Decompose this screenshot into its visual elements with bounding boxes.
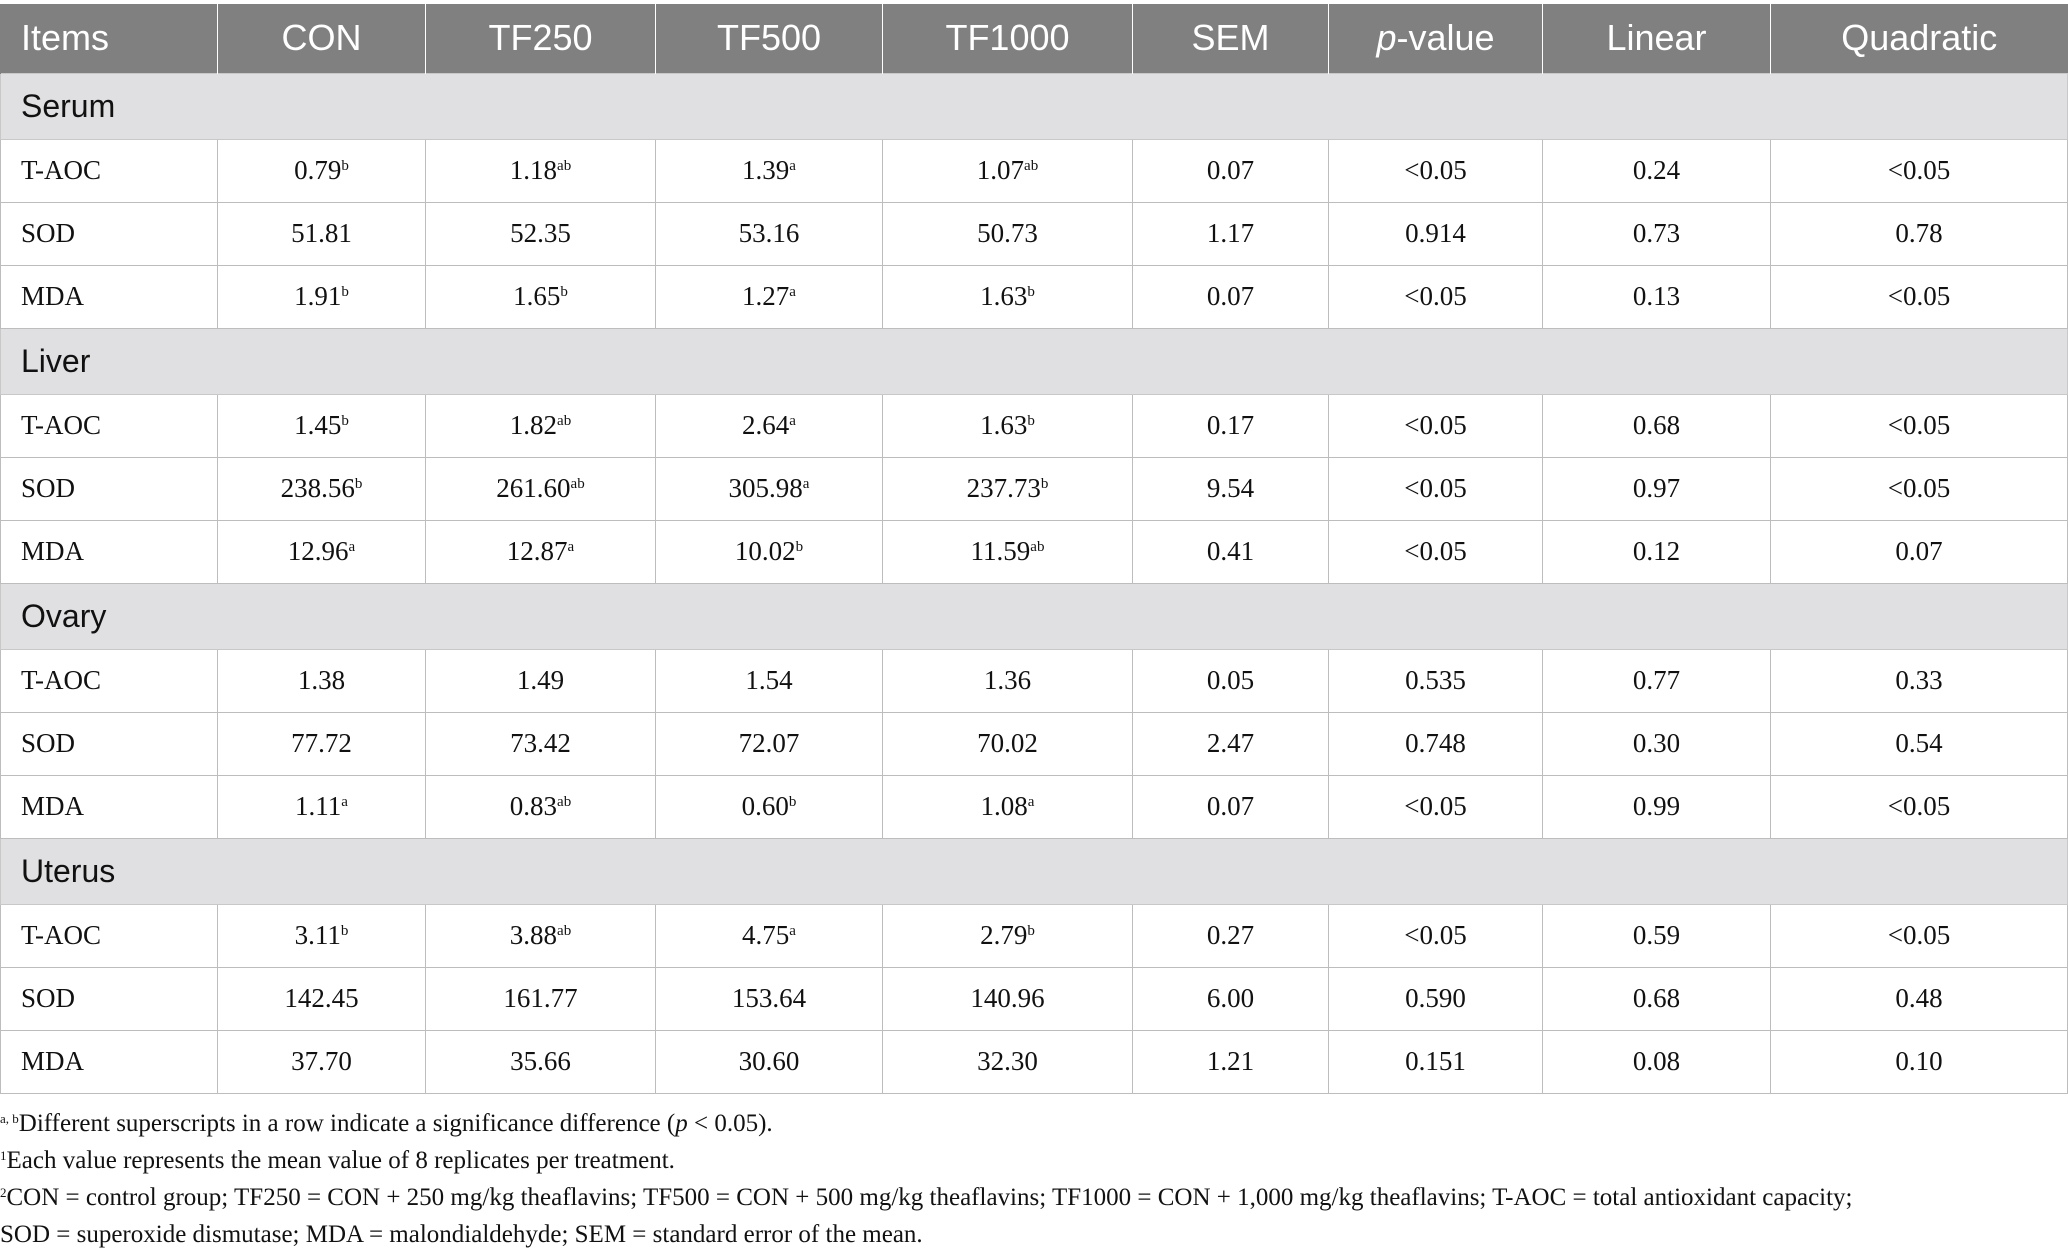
row-item-label: T-AOC <box>1 139 218 202</box>
cell-value: 51.81 <box>291 218 352 248</box>
cell-value: 53.16 <box>738 218 800 248</box>
footnote-marker: 2 <box>0 1185 7 1200</box>
table-cell <box>1133 265 1329 328</box>
row-item-label: MDA <box>1 1030 218 1093</box>
significance-superscript: b <box>341 284 349 300</box>
column-header-label: TF500 <box>716 17 822 59</box>
significance-superscript: b <box>795 539 804 555</box>
footnote-1 <box>0 1142 2060 1179</box>
cell-value: 0.27 <box>1206 920 1255 950</box>
cell-value: 0.07 <box>1895 536 1943 566</box>
column-header <box>1543 4 1771 73</box>
table-cell <box>1133 904 1329 967</box>
table-cell <box>656 775 883 838</box>
cell-value: 1.17 <box>1206 218 1255 248</box>
row-item-label: T-AOC <box>1 904 218 967</box>
footnote-text: Different superscripts in a row indicate a significance difference ( <box>18 1110 676 1137</box>
cell-value: 2.64 <box>742 410 790 440</box>
table-cell <box>1543 202 1771 265</box>
significance-superscript: ab <box>1030 539 1045 555</box>
table-cell <box>883 202 1133 265</box>
section-row <box>1 838 2068 904</box>
cell-value: 0.79 <box>294 155 342 185</box>
table-cell <box>1771 520 2068 583</box>
cell-value: 1.91 <box>294 281 342 311</box>
table-cell <box>656 904 883 967</box>
significance-superscript: a <box>789 413 796 429</box>
row-item-label: SOD <box>1 967 218 1030</box>
table-cell <box>1771 649 2068 712</box>
table-row <box>1 775 2068 838</box>
table-cell <box>883 139 1133 202</box>
cell-value: 0.07 <box>1206 791 1255 821</box>
table-cell <box>656 520 883 583</box>
cell-value: <0.05 <box>1887 155 1951 185</box>
table-row <box>1 904 2068 967</box>
row-item-label: SOD <box>1 457 218 520</box>
table-cell <box>426 1030 656 1093</box>
cell-value: 0.59 <box>1632 920 1681 950</box>
column-header <box>1771 4 2068 73</box>
table-row <box>1 394 2068 457</box>
table-cell <box>218 967 426 1030</box>
cell-value: 0.05 <box>1206 665 1255 695</box>
table-cell <box>218 712 426 775</box>
table-cell <box>656 649 883 712</box>
cell-value: 0.07 <box>1206 155 1255 185</box>
table-cell <box>218 202 426 265</box>
cell-value: 32.30 <box>977 1046 1038 1076</box>
cell-value: 4.75 <box>742 920 790 950</box>
footnote-text: CON = control group; TF250 = CON + 250 mg/kg theaflavins; TF500 = CON + 500 mg/kg theaflavins; TF1000 = CON + 1,000 mg/kg theaflavins; T-AOC = total antioxidant capacity; <box>6 1184 1853 1211</box>
cell-value: <0.05 <box>1404 473 1467 503</box>
significance-superscript: b <box>354 476 363 492</box>
column-header <box>1133 4 1329 73</box>
cell-value: 0.54 <box>1895 728 1943 758</box>
table-cell <box>1771 775 2068 838</box>
cell-value: 140.96 <box>970 983 1045 1013</box>
section-title: Serum <box>1 73 2068 139</box>
table-cell <box>1543 712 1771 775</box>
footnote-marker: 1 <box>0 1148 7 1163</box>
cell-value: 1.07 <box>976 155 1025 185</box>
table-cell <box>1329 1030 1543 1093</box>
cell-value: 1.11 <box>295 791 342 821</box>
section-row <box>1 328 2068 394</box>
column-header <box>1 4 218 73</box>
cell-value: 0.748 <box>1405 728 1466 758</box>
cell-value: <0.05 <box>1887 281 1951 311</box>
table-cell <box>1329 712 1543 775</box>
cell-value: 0.41 <box>1206 536 1255 566</box>
cell-value: 3.88 <box>509 920 558 950</box>
table-cell <box>1329 265 1543 328</box>
cell-value: 0.77 <box>1632 665 1681 695</box>
significance-superscript: ab <box>1024 158 1039 174</box>
column-header <box>218 4 426 73</box>
table-row <box>1 457 2068 520</box>
cell-value: 0.60 <box>741 791 789 821</box>
cell-value: 237.73 <box>966 473 1041 503</box>
significance-superscript: ab <box>557 794 572 810</box>
table-cell <box>1543 904 1771 967</box>
cell-value: 1.27 <box>742 281 790 311</box>
table-cell <box>656 967 883 1030</box>
cell-value: 50.73 <box>977 218 1038 248</box>
significance-superscript: a <box>802 476 810 492</box>
table-cell <box>1329 967 1543 1030</box>
footnote-italic: p <box>675 1110 688 1137</box>
footnote-marker: a, b <box>0 1111 19 1126</box>
footnote-text: < 0.05). <box>687 1110 773 1137</box>
row-item-label: SOD <box>1 202 218 265</box>
footnote-significance <box>0 1105 2060 1142</box>
row-item-label: SOD <box>1 712 218 775</box>
cell-value: 0.30 <box>1632 728 1681 758</box>
cell-value: 1.38 <box>297 665 346 695</box>
table-cell <box>656 265 883 328</box>
cell-value: 0.48 <box>1895 983 1943 1013</box>
table-cell <box>1133 775 1329 838</box>
table-cell <box>218 394 426 457</box>
cell-value: 3.11 <box>294 920 341 950</box>
significance-superscript: b <box>341 413 349 429</box>
table-cell <box>1133 394 1329 457</box>
table-cell <box>1543 265 1771 328</box>
table-cell <box>1133 202 1329 265</box>
table-cell <box>1329 904 1543 967</box>
table-cell <box>1133 649 1329 712</box>
table-body <box>1 73 2068 1093</box>
row-item-label: T-AOC <box>1 649 218 712</box>
cell-value: 0.535 <box>1405 665 1466 695</box>
cell-value: 0.08 <box>1632 1046 1681 1076</box>
significance-superscript: a <box>789 284 796 300</box>
cell-value: 2.47 <box>1206 728 1255 758</box>
section-title: Uterus <box>1 838 2068 904</box>
table-cell <box>1543 967 1771 1030</box>
table-cell <box>1771 457 2068 520</box>
cell-value: 1.49 <box>516 665 565 695</box>
cell-value: 0.97 <box>1632 473 1681 503</box>
table-cell <box>1543 457 1771 520</box>
cell-value: 0.10 <box>1895 1046 1943 1076</box>
column-header-label: TF1000 <box>945 17 1070 59</box>
table-cell <box>1329 520 1543 583</box>
table-row <box>1 139 2068 202</box>
cell-value: <0.05 <box>1887 410 1951 440</box>
row-item-label: MDA <box>1 775 218 838</box>
cell-value: 35.66 <box>510 1046 571 1076</box>
cell-value: 11.59 <box>970 536 1031 566</box>
significance-superscript: ab <box>557 923 572 939</box>
cell-value: 153.64 <box>731 983 807 1013</box>
table-row <box>1 265 2068 328</box>
cell-value: 1.63 <box>980 281 1028 311</box>
cell-value: 0.12 <box>1632 536 1681 566</box>
table-cell <box>1543 1030 1771 1093</box>
table-cell <box>1771 139 2068 202</box>
table-cell <box>1771 967 2068 1030</box>
section-row <box>1 583 2068 649</box>
column-header-label: TF250 <box>488 17 593 59</box>
cell-value: 305.98 <box>728 473 803 503</box>
cell-value: <0.05 <box>1404 155 1467 185</box>
cell-value: 37.70 <box>291 1046 352 1076</box>
table-row <box>1 520 2068 583</box>
table-cell <box>426 712 656 775</box>
column-header-label: Items <box>21 17 110 59</box>
table-cell <box>426 394 656 457</box>
table-cell <box>426 139 656 202</box>
table-cell <box>883 775 1133 838</box>
table-cell <box>883 904 1133 967</box>
cell-value: 0.914 <box>1405 218 1466 248</box>
significance-superscript: b <box>1027 413 1035 429</box>
cell-value: 30.60 <box>738 1046 800 1076</box>
table-cell <box>656 202 883 265</box>
table-cell <box>1329 649 1543 712</box>
table-cell <box>1133 712 1329 775</box>
significance-superscript: b <box>1027 923 1035 939</box>
cell-value: 0.13 <box>1632 281 1681 311</box>
table-cell <box>426 457 656 520</box>
table-cell <box>218 457 426 520</box>
table-cell <box>883 520 1133 583</box>
table-cell <box>1329 775 1543 838</box>
table-cell <box>426 904 656 967</box>
significance-superscript: a <box>567 539 575 555</box>
significance-superscript: b <box>1040 476 1049 492</box>
section-row <box>1 73 2068 139</box>
cell-value: 1.54 <box>745 665 793 695</box>
column-header-label: SEM <box>1191 17 1270 59</box>
significance-superscript: a <box>341 794 348 810</box>
significance-superscript: b <box>340 923 349 939</box>
table-cell <box>883 649 1133 712</box>
cell-value: <0.05 <box>1887 920 1951 950</box>
cell-value: <0.05 <box>1404 920 1467 950</box>
cell-value: 77.72 <box>291 728 352 758</box>
row-item-label: MDA <box>1 520 218 583</box>
cell-value: 0.590 <box>1405 983 1466 1013</box>
significance-superscript: b <box>788 794 797 810</box>
column-header-label: Quadratic <box>1841 17 1998 59</box>
significance-superscript: ab <box>557 413 572 429</box>
table-cell <box>1133 457 1329 520</box>
significance-superscript: ab <box>570 476 585 492</box>
cell-value: 0.68 <box>1632 410 1681 440</box>
cell-value: 0.07 <box>1206 281 1255 311</box>
table-cell <box>426 265 656 328</box>
table-cell <box>883 394 1133 457</box>
significance-superscript: b <box>341 158 349 174</box>
table-cell <box>1329 139 1543 202</box>
table-cell <box>1771 1030 2068 1093</box>
cell-value: 0.99 <box>1632 791 1681 821</box>
table-cell <box>218 775 426 838</box>
table-cell <box>883 265 1133 328</box>
table-cell <box>1329 457 1543 520</box>
cell-value: 0.68 <box>1632 983 1681 1013</box>
table-row <box>1 712 2068 775</box>
table-cell <box>656 394 883 457</box>
footnotes <box>0 1105 2060 1253</box>
table-cell <box>656 457 883 520</box>
cell-value: <0.05 <box>1887 791 1951 821</box>
cell-value: 1.39 <box>742 155 790 185</box>
column-header-italic: p <box>1376 17 1397 59</box>
column-header <box>426 4 656 73</box>
table-cell <box>426 520 656 583</box>
table-cell <box>656 139 883 202</box>
cell-value: 0.83 <box>509 791 558 821</box>
section-title: Liver <box>1 328 2068 394</box>
column-header <box>656 4 883 73</box>
cell-value: <0.05 <box>1404 536 1467 566</box>
header-row <box>1 4 2068 73</box>
cell-value: <0.05 <box>1404 281 1467 311</box>
cell-value: 1.18 <box>509 155 558 185</box>
cell-value: 1.45 <box>294 410 342 440</box>
column-header-label: CON <box>281 17 362 59</box>
table-container <box>0 4 2068 1094</box>
table-cell <box>1543 520 1771 583</box>
cell-value: 72.07 <box>738 728 800 758</box>
cell-value: 0.33 <box>1895 665 1943 695</box>
cell-value: 142.45 <box>284 983 359 1013</box>
column-header <box>883 4 1133 73</box>
table-cell <box>218 520 426 583</box>
row-item-label: T-AOC <box>1 394 218 457</box>
table-cell <box>883 712 1133 775</box>
significance-superscript: a <box>348 539 356 555</box>
cell-value: 73.42 <box>510 728 571 758</box>
table-cell <box>1771 202 2068 265</box>
table-cell <box>1543 649 1771 712</box>
cell-value: 161.77 <box>503 983 578 1013</box>
table-cell <box>218 265 426 328</box>
table-cell <box>218 904 426 967</box>
table-cell <box>1329 202 1543 265</box>
cell-value: 0.151 <box>1405 1046 1466 1076</box>
table-cell <box>1543 775 1771 838</box>
column-header-label: Linear <box>1606 17 1707 59</box>
table-cell <box>1771 394 2068 457</box>
table-cell <box>1133 1030 1329 1093</box>
cell-value: <0.05 <box>1404 410 1467 440</box>
cell-value: 10.02 <box>734 536 796 566</box>
table-cell <box>426 775 656 838</box>
significance-superscript: b <box>560 284 568 300</box>
row-item-label: MDA <box>1 265 218 328</box>
table-cell <box>656 1030 883 1093</box>
cell-value: 0.17 <box>1206 410 1255 440</box>
table-cell <box>883 457 1133 520</box>
footnote-2-continued <box>0 1216 2060 1253</box>
table-cell <box>1329 394 1543 457</box>
cell-value: 70.02 <box>977 728 1038 758</box>
cell-value: 1.65 <box>513 281 561 311</box>
table-cell <box>426 202 656 265</box>
cell-value: 0.78 <box>1895 218 1943 248</box>
table-cell <box>426 967 656 1030</box>
significance-superscript: ab <box>557 158 572 174</box>
section-title: Ovary <box>1 583 2068 649</box>
column-header <box>1329 4 1543 73</box>
significance-superscript: a <box>789 923 796 939</box>
cell-value: 52.35 <box>510 218 571 248</box>
significance-superscript: a <box>1027 794 1035 810</box>
cell-value: 1.82 <box>509 410 558 440</box>
table-row <box>1 967 2068 1030</box>
antioxidant-table <box>0 4 2068 1094</box>
table-cell <box>218 1030 426 1093</box>
significance-superscript: b <box>1027 284 1035 300</box>
table-cell <box>1771 265 2068 328</box>
table-cell <box>883 967 1133 1030</box>
footnote-text: SOD = superoxide dismutase; MDA = malondialdehyde; SEM = standard error of the mean. <box>0 1221 923 1248</box>
cell-value: 1.21 <box>1206 1046 1255 1076</box>
cell-value: 238.56 <box>280 473 355 503</box>
table-cell <box>218 649 426 712</box>
footnote-text: Each value represents the mean value of 8 replicates per treatment. <box>6 1147 675 1174</box>
table-cell <box>1133 520 1329 583</box>
cell-value: 2.79 <box>980 920 1028 950</box>
footnote-2 <box>0 1179 2060 1216</box>
cell-value: 12.96 <box>287 536 349 566</box>
cell-value: 1.63 <box>980 410 1028 440</box>
cell-value: 1.08 <box>980 791 1028 821</box>
table-cell <box>883 1030 1133 1093</box>
table-cell <box>1543 394 1771 457</box>
table-row <box>1 202 2068 265</box>
table-cell <box>1133 967 1329 1030</box>
cell-value: 261.60 <box>496 473 571 503</box>
significance-superscript: a <box>789 158 796 174</box>
table-cell <box>656 712 883 775</box>
table-cell <box>1133 139 1329 202</box>
table-cell <box>1771 904 2068 967</box>
cell-value: 12.87 <box>506 536 568 566</box>
cell-value: 6.00 <box>1206 983 1255 1013</box>
table-row <box>1 1030 2068 1093</box>
column-header-label: -value <box>1396 17 1495 59</box>
cell-value: 0.24 <box>1632 155 1681 185</box>
table-cell <box>426 649 656 712</box>
cell-value: 1.36 <box>983 665 1032 695</box>
table-row <box>1 649 2068 712</box>
cell-value: <0.05 <box>1887 473 1951 503</box>
cell-value: 9.54 <box>1206 473 1255 503</box>
table-cell <box>1771 712 2068 775</box>
table-cell <box>218 139 426 202</box>
cell-value: 0.73 <box>1632 218 1681 248</box>
cell-value: <0.05 <box>1404 791 1467 821</box>
table-cell <box>1543 139 1771 202</box>
